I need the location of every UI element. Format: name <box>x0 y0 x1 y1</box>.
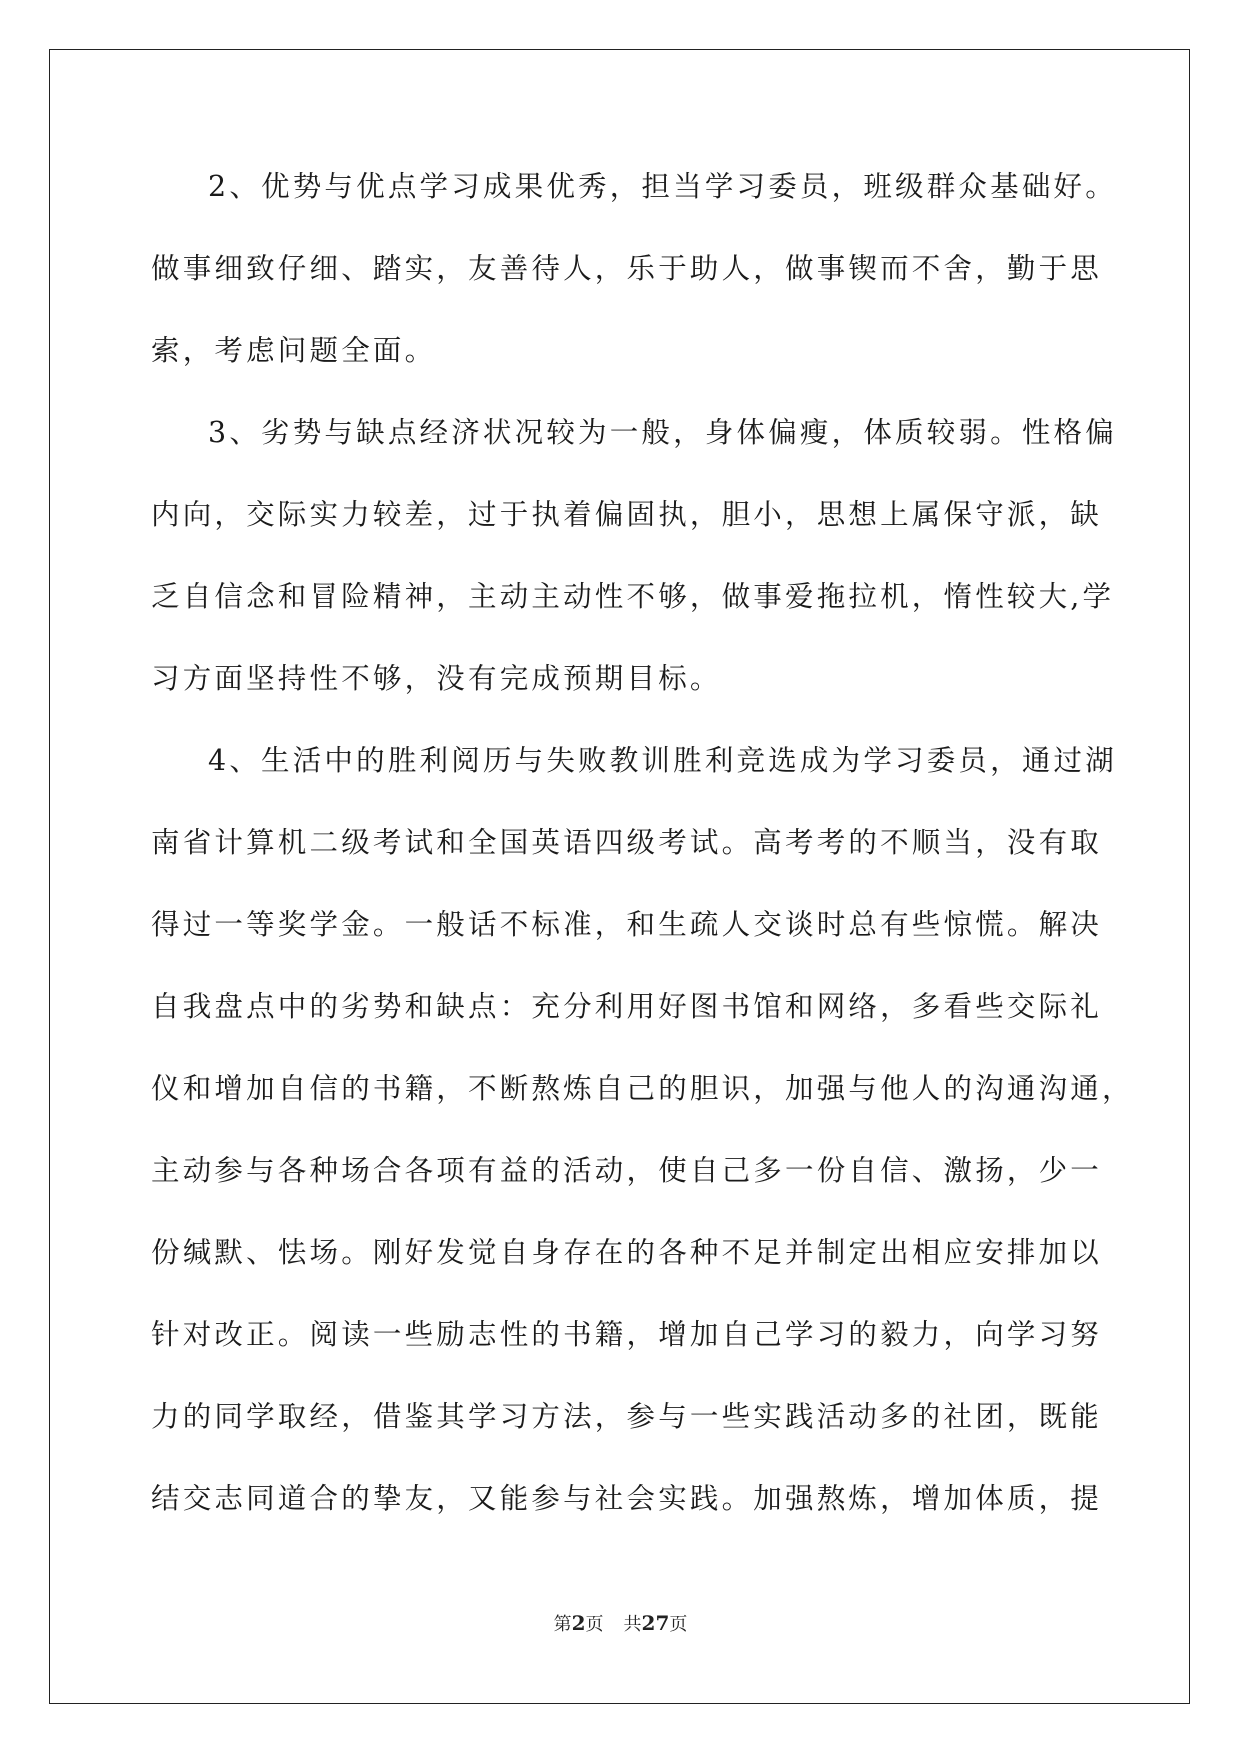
paragraph-2-line-3: 索，考虑问题全面。 <box>151 334 437 367</box>
footer-total-prefix: 共 <box>623 1614 642 1635</box>
paragraph-4-line-1: 4、生活中的胜利阅历与失败教训胜利竞选成为学习委员，通过湖 <box>208 744 1117 777</box>
paragraph-2-line-2: 做事细致仔细、踏实，友善待人，乐于助人，做事锲而不舍，勤于思 <box>151 252 1103 285</box>
paragraph-2-line-1: 2、优势与优点学习成果优秀，担当学习委员，班级群众基础好。 <box>208 170 1117 203</box>
footer-total-word: 页 <box>669 1614 688 1635</box>
paragraph-3-line-3: 乏自信念和冒险精神，主动主动性不够，做事爱拖拉机，惰性较大,学 <box>151 580 1115 613</box>
paragraph-3-line-4: 习方面坚持性不够，没有完成预期目标。 <box>151 662 722 695</box>
paragraph-3-line-2: 内向，交际实力较差，过于执着偏固执，胆小，思想上属保守派，缺 <box>151 498 1103 531</box>
footer-prefix: 第 <box>553 1614 572 1635</box>
paragraph-4-line-3: 得过一等奖学金。一般话不标准，和生疏人交谈时总有些惊慌。解决 <box>151 908 1103 941</box>
paragraph-4-line-10: 结交志同道合的挚友，又能参与社会实践。加强熬炼，增加体质，提 <box>151 1482 1103 1515</box>
paragraph-4-line-4: 自我盘点中的劣势和缺点：充分利用好图书馆和网络，多看些交际礼 <box>151 990 1103 1023</box>
footer-page-word: 页 <box>585 1614 604 1635</box>
paragraph-4-line-9: 力的同学取经，借鉴其学习方法，参与一些实践活动多的社团，既能 <box>151 1400 1103 1433</box>
document-body <box>151 163 1134 1557</box>
page-footer <box>0 1610 1241 1636</box>
total-page-count: 27 <box>641 1611 670 1635</box>
paragraph-3-line-1: 3、劣势与缺点经济状况较为一般，身体偏瘦，体质较弱。性格偏 <box>208 416 1117 449</box>
paragraph-4-line-8: 针对改正。阅读一些励志性的书籍，增加自己学习的毅力，向学习努 <box>151 1318 1103 1351</box>
current-page-number: 2 <box>571 1611 586 1635</box>
paragraph-4-line-2: 南省计算机二级考试和全国英语四级考试。高考考的不顺当，没有取 <box>151 826 1103 859</box>
paragraph-4-line-5: 仪和增加自信的书籍，不断熬炼自己的胆识，加强与他人的沟通沟通， <box>151 1072 1134 1105</box>
paragraph-4-line-7: 份缄默、怯场。刚好发觉自身存在的各种不足并制定出相应安排加以 <box>151 1236 1103 1269</box>
paragraph-4-line-6: 主动参与各种场合各项有益的活动，使自己多一份自信、激扬，少一 <box>151 1154 1103 1187</box>
